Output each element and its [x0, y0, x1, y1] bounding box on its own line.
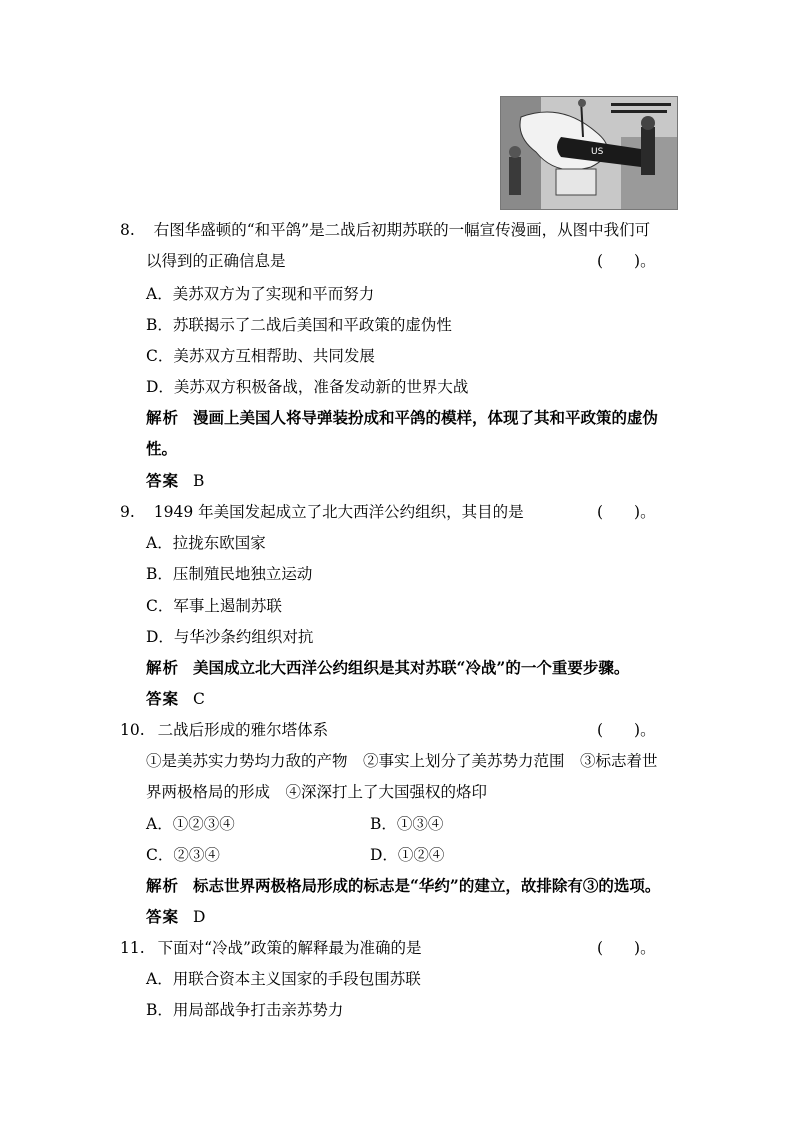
q11-number: 11.	[120, 939, 145, 957]
bomb-label: US	[591, 147, 604, 157]
q9-paren: ( )。	[597, 503, 656, 521]
q9-answer-line	[146, 689, 205, 709]
q8-answer-line	[146, 471, 204, 491]
q8-option-b: B．苏联揭示了二战后美国和平政策的虚伪性	[146, 316, 452, 334]
q10-stem-line2: ①是美苏实力势均力敌的产物 ②事实上划分了美苏势力范围 ③标志着世	[146, 752, 658, 770]
q9-answer-value: C	[193, 690, 205, 708]
q10-answer-label: 答案	[146, 907, 180, 926]
q10-paren: ( )。	[597, 721, 656, 739]
q10-option-a: A．①②③④	[146, 815, 235, 833]
q9-stem-text1: 1949 年美国发起成立了北大西洋公约组织，其目的是	[153, 503, 524, 521]
q10-number: 10.	[120, 721, 145, 739]
q9-option-c: C．军事上遏制苏联	[146, 597, 282, 615]
q10-analysis-line1	[146, 876, 660, 896]
q10-answer-line	[146, 907, 205, 927]
q8-number: 8.	[120, 221, 135, 239]
q8-analysis-label: 解析	[146, 408, 180, 427]
q8-answer-label: 答案	[146, 471, 180, 490]
q10-option-c: C．②③④	[146, 846, 220, 864]
cartoon-drawing	[501, 97, 677, 209]
q8-option-d: D．美苏双方积极备战，准备发动新的世界大战	[146, 378, 469, 396]
q8-option-a: A．美苏双方为了实现和平而努力	[146, 285, 375, 303]
q8-analysis-line2: 性。	[146, 439, 178, 458]
q8-stem-line1	[120, 220, 650, 240]
q9-option-b: B．压制殖民地独立运动	[146, 565, 313, 583]
q9-analysis-text1: 美国成立北大西洋公约组织是其对苏联“冷战”的一个重要步骤。	[193, 658, 630, 677]
q9-answer-label: 答案	[146, 689, 180, 708]
q9-analysis-line1	[146, 658, 629, 678]
q9-analysis-label: 解析	[146, 658, 180, 677]
q8-stem-line2: 以得到的正确信息是	[146, 252, 286, 270]
q8-analysis-line1	[146, 408, 658, 428]
q11-stem-line1	[120, 938, 421, 958]
q9-option-d: D．与华沙条约组织对抗	[146, 628, 314, 646]
q9-stem-line1	[120, 502, 524, 522]
q10-analysis-label: 解析	[146, 876, 180, 895]
q10-stem-line3: 界两极格局的形成 ④深深打上了大国强权的烙印	[146, 783, 488, 801]
q10-option-b: B．①③④	[370, 815, 444, 833]
q9-number: 9.	[120, 503, 135, 521]
q8-answer-value: B	[193, 472, 205, 490]
q11-paren: ( )。	[597, 939, 656, 957]
q11-stem-text1: 下面对“冷战”政策的解释最为准确的是	[157, 939, 422, 957]
q8-stem-text1: 右图华盛顿的“和平鸽”是二战后初期苏联的一幅宣传漫画，从图中我们可	[153, 221, 651, 239]
q8-analysis-text1: 漫画上美国人将导弹装扮成和平鸽的模样，体现了其和平政策的虚伪	[193, 408, 659, 427]
q8-paren: ( )。	[597, 252, 656, 270]
q11-option-a: A．用联合资本主义国家的手段包围苏联	[146, 970, 421, 988]
q10-option-d: D．①②④	[370, 846, 445, 864]
q9-option-a: A．拉拢东欧国家	[146, 534, 266, 552]
q8-option-c: C．美苏双方互相帮助、共同发展	[146, 347, 375, 365]
peace-dove-cartoon	[500, 96, 678, 210]
q10-answer-value: D	[193, 908, 206, 926]
q11-option-b: B．用局部战争打击亲苏势力	[146, 1001, 344, 1019]
q10-analysis-text1: 标志世界两极格局形成的标志是“华约”的建立，故排除有③的选项。	[193, 876, 661, 895]
q10-stem-text1: 二战后形成的雅尔塔体系	[157, 721, 329, 739]
q10-stem-line1	[120, 720, 328, 740]
